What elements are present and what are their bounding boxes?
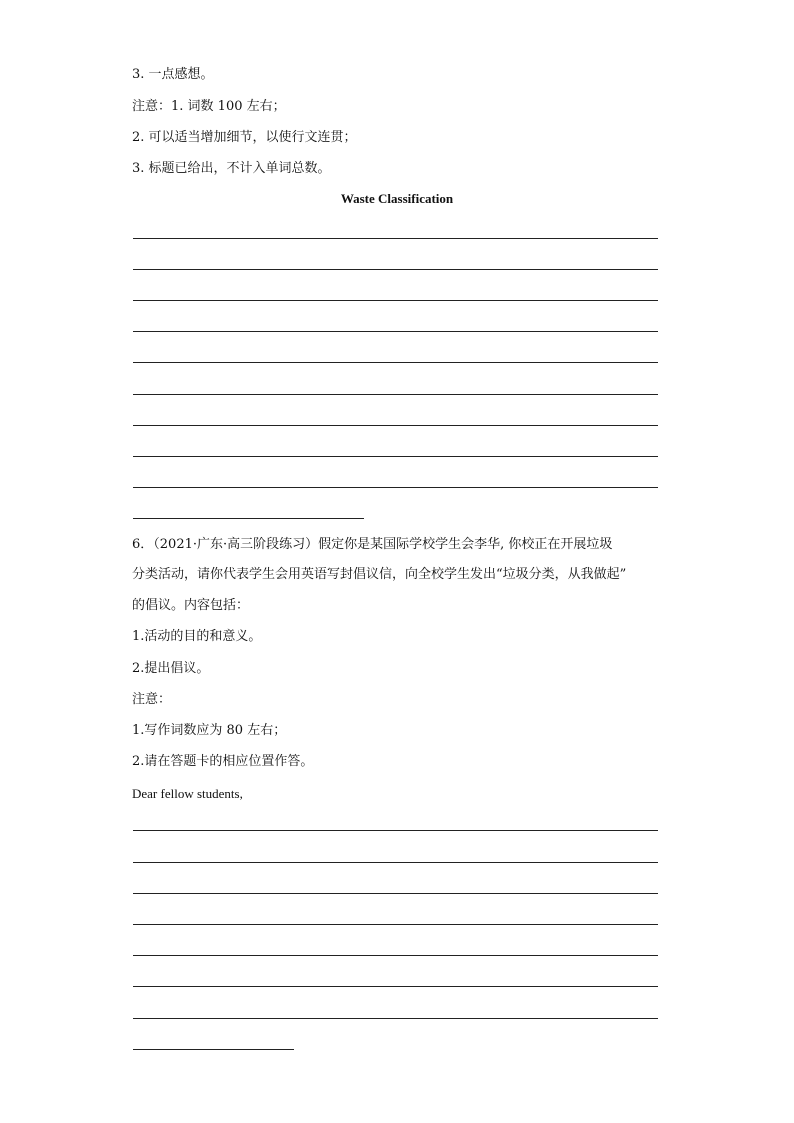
writing-line[interactable] xyxy=(133,362,658,363)
writing-line[interactable] xyxy=(133,394,658,395)
note-answer-card: 2.请在答题卡的相应位置作答。 xyxy=(132,754,314,769)
note-word-count: 注意：1. 词数 100 左右； xyxy=(132,99,286,114)
note-add-details: 2. 可以适当增加细节，以使行文连贯； xyxy=(132,130,357,145)
writing-line[interactable] xyxy=(133,955,658,956)
question-6-prompt-line-2: 分类活动，请你代表学生会用英语写封倡议信，向全校学生发出“垃圾分类，从我做起” xyxy=(132,567,627,582)
note-label: 注意： xyxy=(132,692,172,707)
writing-line[interactable] xyxy=(133,238,658,239)
content-point-1: 1.活动的目的和意义。 xyxy=(132,629,262,644)
writing-line[interactable] xyxy=(133,487,658,488)
content-point-2: 2.提出倡议。 xyxy=(132,661,210,676)
writing-line[interactable] xyxy=(133,893,658,894)
writing-line[interactable] xyxy=(133,862,658,863)
question-6-prompt-line-1: 6．（2021·广东·高三阶段练习）假定你是某国际学校学生会李华, 你校正在开展垃圾 xyxy=(132,537,613,552)
writing-line[interactable] xyxy=(133,924,658,925)
writing-line[interactable] xyxy=(133,830,658,831)
letter-salutation: Dear fellow students, xyxy=(132,786,243,801)
writing-line[interactable] xyxy=(133,1018,658,1019)
writing-line[interactable] xyxy=(133,425,658,426)
note-word-count: 1.写作词数应为 80 左右； xyxy=(132,723,287,738)
writing-line[interactable] xyxy=(133,300,658,301)
writing-line[interactable] xyxy=(133,269,658,270)
question-6-prompt-line-3: 的倡议。内容包括： xyxy=(132,598,250,613)
essay-title: Waste Classification xyxy=(340,191,454,206)
writing-line-last[interactable] xyxy=(133,518,364,519)
requirement-point-3: 3. 一点感想。 xyxy=(132,67,214,82)
writing-line-last[interactable] xyxy=(133,1049,294,1050)
writing-line[interactable] xyxy=(133,331,658,332)
writing-line[interactable] xyxy=(133,456,658,457)
note-title-given: 3. 标题已给出，不计入单词总数。 xyxy=(132,161,331,176)
writing-line[interactable] xyxy=(133,986,658,987)
